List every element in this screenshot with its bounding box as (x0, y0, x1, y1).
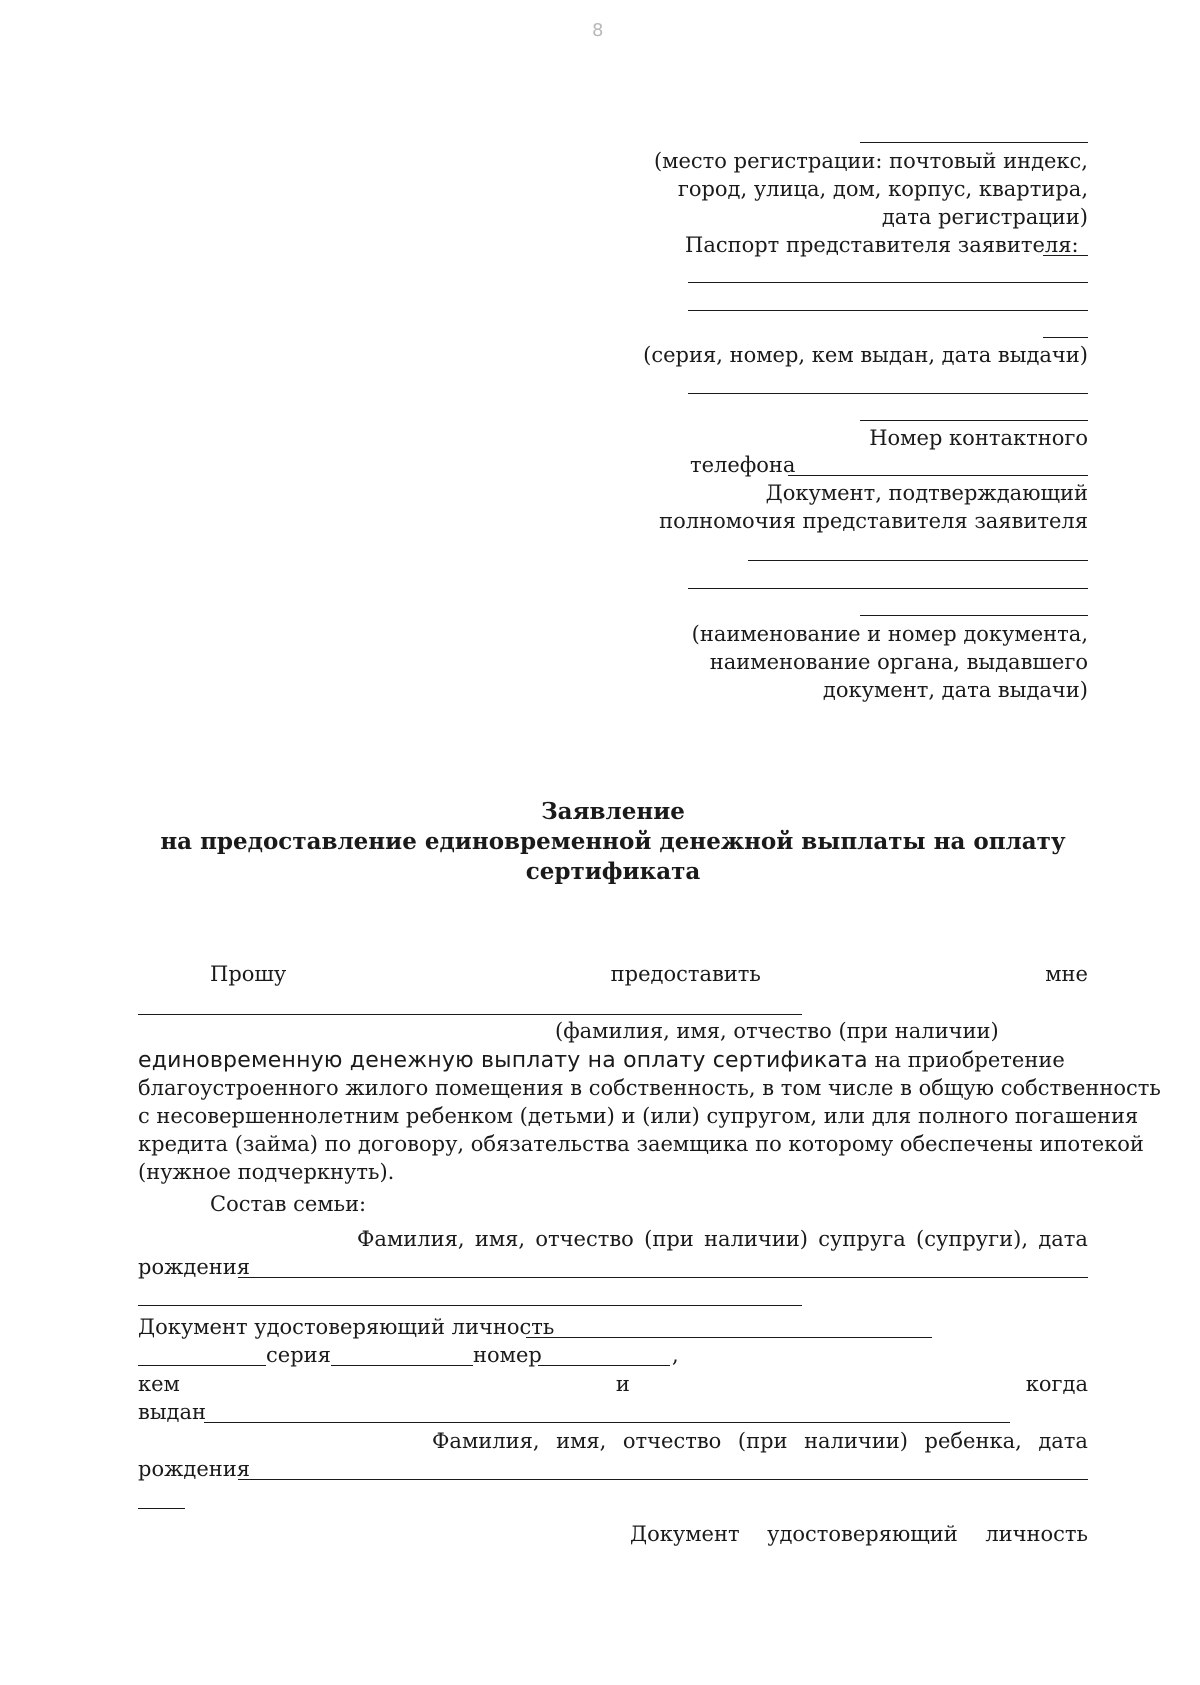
child-id-doc-word: Документ (630, 1522, 740, 1546)
number-label: номер (473, 1343, 542, 1367)
id-doc-line[interactable] (526, 1337, 932, 1338)
document-title-line3: сертификата (525, 858, 701, 885)
number-line[interactable] (538, 1365, 670, 1366)
registration-hint-3: дата регистрации) (881, 205, 1088, 229)
passport-hint: (серия, номер, кем выдан, дата выдачи) (643, 343, 1088, 367)
id-doc-label: Документ удостоверяющий личность (138, 1315, 555, 1339)
issued-line[interactable] (204, 1422, 1010, 1423)
authority-doc-1: Документ, подтверждающий (765, 481, 1088, 505)
child-fio-word: отчество (622, 1429, 722, 1453)
passport-line-3[interactable] (1043, 337, 1088, 338)
spouse-fio-word: (супруги), (916, 1227, 1029, 1251)
body-line-4: (нужное подчеркнуть). (138, 1160, 395, 1184)
number-comma: , (672, 1343, 679, 1367)
spouse-fio-word: имя, (474, 1227, 526, 1251)
spouse-fio-word: супруга (818, 1227, 906, 1251)
authority-line-1[interactable] (748, 560, 1088, 561)
body-line-2: с несовершеннолетним ребенком (детьми) и (или) супругом, или для полного погашения (138, 1104, 1139, 1128)
authority-line-2[interactable] (688, 588, 1088, 589)
body-lead: единовременную денежную выплату на оплату сертификата (138, 1048, 868, 1073)
document-title: Заявление (541, 798, 685, 825)
child-fio-word: имя, (556, 1429, 607, 1453)
passport-line-2[interactable] (688, 310, 1088, 311)
spouse-fio-line (357, 1225, 1088, 1253)
body-line-1: благоустроенного жилого помещения в собственность, в том числе в общую собственность (138, 1076, 1161, 1100)
fio-input-line[interactable] (138, 1014, 802, 1015)
issued-words-line (138, 1370, 1088, 1398)
issued-word: когда (1025, 1372, 1088, 1396)
body-line-3: кредита (займа) по договору, обязательства заемщика по которому обеспечены ипотекой (138, 1132, 1144, 1156)
spouse-extra-line[interactable] (138, 1305, 802, 1306)
phone-input-line[interactable] (788, 475, 1088, 476)
spouse-fio-word: (при (644, 1227, 694, 1251)
authority-hint-3: документ, дата выдачи) (822, 678, 1088, 702)
child-fio-line (432, 1427, 1088, 1455)
registration-hint-2: город, улица, дом, корпус, квартира, (677, 177, 1088, 201)
child-birth-line[interactable] (238, 1479, 1088, 1480)
passport-label: Паспорт представителя заявителя: (685, 233, 1079, 257)
phone-line-0[interactable] (860, 420, 1088, 421)
body-paragraph (138, 1074, 1161, 1186)
authority-line-3[interactable] (860, 615, 1088, 616)
spouse-fio-word: наличии) (704, 1227, 808, 1251)
spouse-birth-label: рождения (138, 1255, 251, 1279)
child-birth-label: рождения (138, 1457, 251, 1481)
spouse-birth-line[interactable] (238, 1277, 1088, 1278)
request-word-1: Прошу (210, 962, 287, 986)
child-id-doc-word: удостоверяющий (767, 1522, 958, 1546)
authority-doc-2: полномочия представителя заявителя (659, 509, 1088, 533)
id-doc-type-line[interactable] (138, 1365, 266, 1366)
request-word-2: предоставить (610, 962, 761, 986)
child-fio-word: Фамилия, (432, 1429, 540, 1453)
fio-hint: (фамилия, имя, отчество (при наличии) (555, 1019, 999, 1043)
issued-word: и (615, 1372, 630, 1396)
document-title-line2: на предоставление единовременной денежной выплаты на оплату (160, 828, 1066, 855)
child-id-doc-word: личность (985, 1522, 1088, 1546)
registration-line[interactable] (860, 142, 1088, 143)
passport-line-0[interactable] (1043, 255, 1088, 256)
series-label: серия (266, 1343, 331, 1367)
page-number: 8 (592, 20, 604, 41)
body-lead-line (138, 1046, 1065, 1075)
passport-line-1[interactable] (688, 282, 1088, 283)
request-line (138, 960, 1088, 988)
child-fio-word: (при (737, 1429, 788, 1453)
issued-label: выдан (138, 1400, 206, 1424)
authority-hint-2: наименование органа, выдавшего (709, 650, 1088, 674)
child-extra-line[interactable] (138, 1508, 185, 1509)
child-fio-word: дата (1038, 1429, 1088, 1453)
family-label: Состав семьи: (210, 1192, 367, 1216)
child-fio-word: ребенка, (924, 1429, 1022, 1453)
authority-hint-1: (наименование и номер документа, (691, 622, 1088, 646)
phone-label-2: телефона (690, 453, 796, 477)
issued-word: кем (138, 1372, 180, 1396)
spouse-fio-word: дата (1038, 1227, 1088, 1251)
phone-label-1: Номер контактного (869, 426, 1088, 450)
series-line[interactable] (331, 1365, 473, 1366)
registration-hint-1: (место регистрации: почтовый индекс, (653, 149, 1088, 173)
child-id-doc-line (630, 1520, 1088, 1548)
spouse-fio-word: Фамилия, (357, 1227, 465, 1251)
spouse-fio-word: отчество (535, 1227, 634, 1251)
passport-line-4[interactable] (688, 393, 1088, 394)
body-lead-tail: на приобретение (867, 1048, 1065, 1072)
child-fio-word: наличии) (804, 1429, 908, 1453)
request-word-3: мне (1045, 962, 1088, 986)
